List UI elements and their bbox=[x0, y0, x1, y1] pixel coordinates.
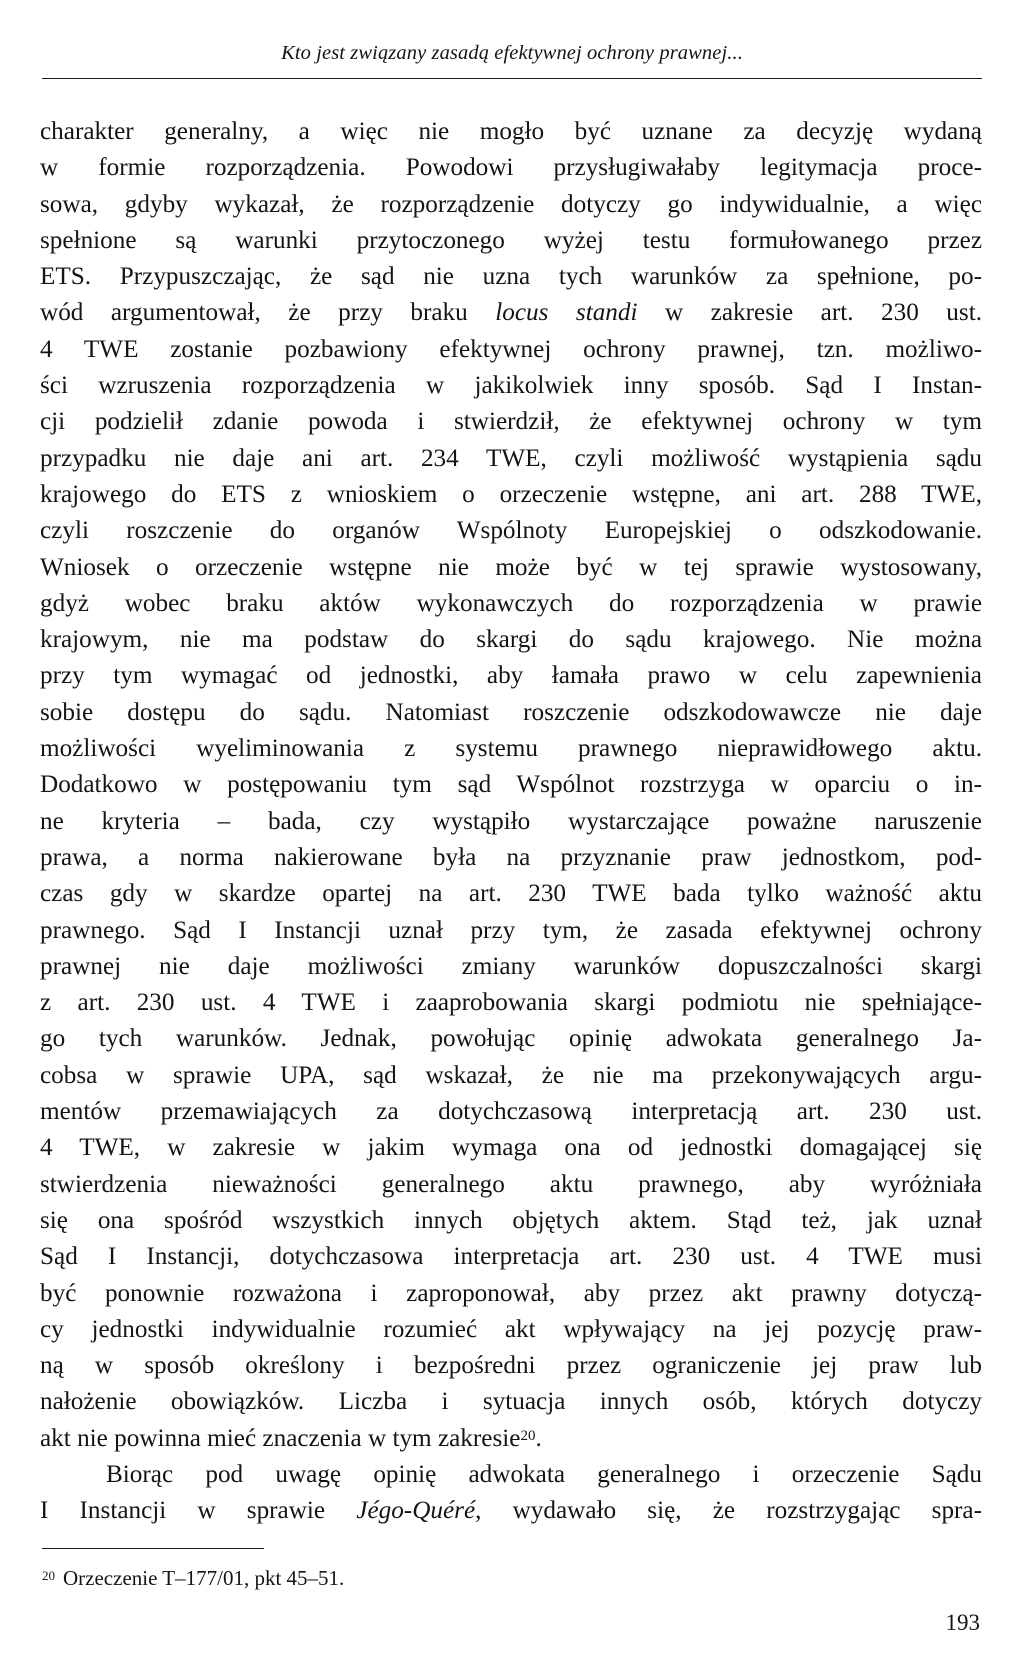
text-line: sowa, gdyby wykazał, że rozporządzenie dotyczy go indywidualnie, a więc bbox=[40, 190, 982, 218]
text-line: prawnej nie daje możliwości zmiany warunków dopuszczalności skargi bbox=[40, 952, 982, 980]
text-line: Dodatkowo w postępowaniu tym sąd Wspólnot rozstrzyga w oparciu o in- bbox=[40, 771, 982, 799]
text-line: stwierdzenia nieważności generalnego aktu prawnego, aby wyróżniała bbox=[40, 1170, 982, 1198]
text-line: czas gdy w skardze opartej na art. 230 TWE bada tylko ważność aktu bbox=[40, 880, 982, 908]
page-number: 193 bbox=[945, 1610, 980, 1635]
running-header: Kto jest związany zasadą efektywnej ochrony prawnej... bbox=[281, 42, 743, 64]
text-line: przy tym wymagać od jednostki, aby łamała prawo w celu zapewnienia bbox=[40, 662, 982, 690]
text-line: sobie dostępu do sądu. Natomiast roszczenie odszkodowawcze nie daje bbox=[40, 698, 982, 726]
text-line bbox=[40, 295, 982, 331]
text-line: 4 TWE, w zakresie w jakim wymaga ona od jednostki domagającej się bbox=[40, 1134, 982, 1162]
text-line: spełnione są warunki przytoczonego wyżej testu formułowanego przez bbox=[40, 226, 982, 254]
body-text bbox=[40, 114, 982, 1530]
text-line: go tych warunków. Jednak, powołując opinię adwokata generalnego Ja- bbox=[40, 1025, 982, 1053]
text-line: prawa, a norma nakierowane była na przyznanie praw jednostkom, pod- bbox=[40, 843, 982, 871]
text-line: krajowym, nie ma podstaw do skargi do sądu krajowego. Nie można bbox=[40, 626, 982, 654]
text-segment: akt nie powinna mieć znaczenia w tym zakresie bbox=[40, 1424, 521, 1452]
text-segment: , wydawało się, że rozstrzygając spra- bbox=[475, 1497, 982, 1525]
text-line: czyli roszczenie do organów Wspólnoty Europejskiej o odszkodowanie. bbox=[40, 517, 982, 545]
text-line: ną w sposób określony i bezpośredni przez ograniczenie jej praw lub bbox=[40, 1352, 982, 1380]
header-rule bbox=[42, 78, 982, 79]
footnote-text: Orzeczenie T–177/01, pkt 45–51. bbox=[63, 1566, 345, 1590]
text-line: krajowego do ETS z wnioskiem o orzeczenie wstępne, ani art. 288 TWE, bbox=[40, 480, 982, 508]
text-line: prawnego. Sąd I Instancji uznał przy tym, że zasada efektywnej ochrony bbox=[40, 916, 982, 944]
text-line bbox=[40, 1493, 982, 1529]
text-line: Sąd I Instancji, dotychczasowa interpretacja art. 230 ust. 4 TWE musi bbox=[40, 1243, 982, 1271]
text-segment: . bbox=[535, 1424, 542, 1452]
text-line: z art. 230 ust. 4 TWE i zaaprobowania skargi podmiotu nie spełniające- bbox=[40, 989, 982, 1017]
text-segment: wód argumentował, że przy braku bbox=[40, 299, 496, 327]
text-line: się ona spośród wszystkich innych objętych aktem. Stąd też, jak uznał bbox=[40, 1206, 982, 1234]
text-segment: w zakresie art. 230 ust. bbox=[637, 299, 983, 327]
footnote-reference[interactable]: 20 bbox=[520, 1427, 536, 1444]
text-line: w formie rozporządzenia. Powodowi przysługiwałaby legitymacja proce- bbox=[40, 154, 982, 182]
text-line: charakter generalny, a więc nie mogło być uznane za decyzję wydaną bbox=[40, 118, 982, 145]
text-line: być ponownie rozważona i zaproponował, aby przez akt prawny dotyczą- bbox=[40, 1279, 982, 1307]
text-line: ETS. Przypuszczając, że sąd nie uzna tych warunków za spełnione, po- bbox=[40, 263, 982, 291]
text-line: nałożenie obowiązków. Liczba i sytuacja innych osób, których dotyczy bbox=[40, 1388, 982, 1416]
footnote-rule bbox=[42, 1548, 264, 1549]
text-line: cobsa w sprawie UPA, sąd wskazał, że nie ma przekonywających argu- bbox=[40, 1061, 982, 1089]
footnote bbox=[42, 1564, 344, 1592]
text-line: 4 TWE zostanie pozbawiony efektywnej ochrony prawnej, tzn. możliwo- bbox=[40, 335, 982, 363]
text-line: gdyż wobec braku aktów wykonawczych do rozporządzenia w prawie bbox=[40, 589, 982, 617]
text-line bbox=[40, 1421, 982, 1457]
case-name: Jégo-Quéré bbox=[356, 1497, 476, 1525]
text-line: cy jednostki indywidualnie rozumieć akt wpływający na jej pozycję praw- bbox=[40, 1315, 982, 1343]
text-line: możliwości wyeliminowania z systemu prawnego nieprawidłowego aktu. bbox=[40, 735, 982, 763]
text-line: mentów przemawiających za dotychczasową interpretacją art. 230 ust. bbox=[40, 1098, 982, 1126]
paragraph-first-line: Biorąc pod uwagę opinię adwokata generalnego i orzeczenie Sądu bbox=[106, 1460, 982, 1488]
text-line: Wniosek o orzeczenie wstępne nie może być w tej sprawie wystosowany, bbox=[40, 553, 982, 581]
text-line: ne kryteria – bada, czy wystąpiło wystarczające poważne naruszenie bbox=[40, 807, 982, 835]
text-line: ści wzruszenia rozporządzenia w jakikolwiek inny sposób. Sąd I Instan- bbox=[40, 372, 982, 400]
text-line: przypadku nie daje ani art. 234 TWE, czyli możliwość wystąpienia sądu bbox=[40, 444, 982, 472]
footnote-number: 20 bbox=[42, 1568, 55, 1583]
text-segment: I Instancji w sprawie bbox=[40, 1497, 357, 1525]
locus-standi-term: locus standi bbox=[495, 299, 638, 327]
text-line: cji podzielił zdanie powoda i stwierdził, że efektywnej ochrony w tym bbox=[40, 408, 982, 436]
